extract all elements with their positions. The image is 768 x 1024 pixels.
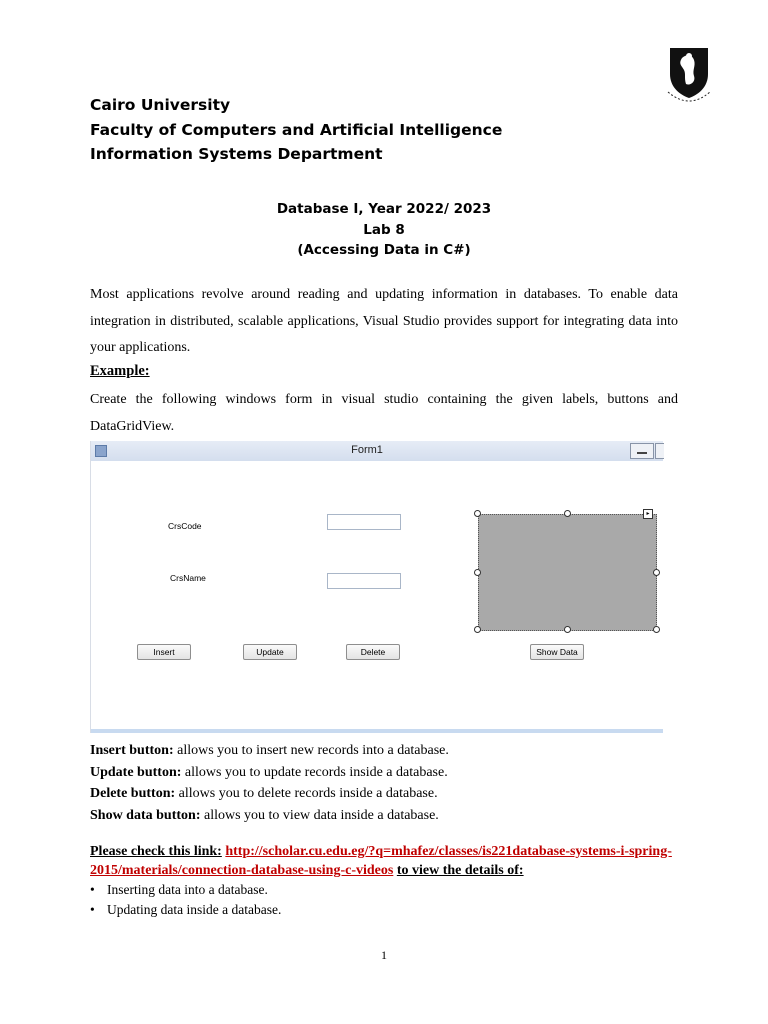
lab-title	[0, 199, 768, 261]
desc-show-data	[90, 805, 449, 827]
delete-button[interactable]: Delete	[346, 644, 400, 660]
crscode-input[interactable]	[327, 514, 401, 530]
desc-term: Insert button:	[90, 743, 174, 758]
crsname-label: CrsName	[170, 573, 206, 583]
university-logo	[664, 44, 714, 106]
list-item: • Inserting data into a database.	[90, 880, 281, 900]
resize-handle[interactable]	[564, 626, 571, 633]
smart-tag-icon[interactable]: ▸	[643, 509, 653, 519]
example-heading: Example:	[90, 363, 150, 379]
minimize-icon[interactable]	[630, 443, 654, 459]
maximize-icon[interactable]	[655, 443, 664, 459]
button-descriptions	[90, 740, 449, 826]
desc-text: allows you to update records inside a database.	[181, 764, 448, 780]
desc-text: allows you to view data inside a database.	[200, 807, 439, 823]
institution-header	[90, 93, 502, 167]
university-name: Cairo University	[90, 96, 231, 114]
page-number: 1	[381, 948, 387, 962]
check-link-paragraph	[90, 842, 680, 880]
desc-term: Update button:	[90, 764, 182, 780]
lab-topic: (Accessing Data in C#)	[297, 242, 471, 258]
form1-window-screenshot	[90, 441, 663, 733]
department-name: Information Systems Department	[90, 145, 383, 163]
form-title-bar	[91, 441, 663, 461]
reference-link[interactable]: http://scholar.cu.edu.eg/?q=mhafez/classes/is221database-systems-i-spring-2015/materials/connection-database-using-c-videos	[90, 844, 672, 878]
form-bottom-border	[91, 729, 663, 733]
example-paragraph: Create the following windows form in visual studio containing the given labels, buttons and DataGridView.	[90, 392, 678, 434]
form-title: Form1	[351, 444, 383, 456]
faculty-name: Faculty of Computers and Artificial Intelligence	[90, 120, 503, 139]
desc-term: Show data button:	[90, 807, 201, 823]
course-year: Database I, Year 2022/ 2023	[276, 201, 492, 217]
resize-handle[interactable]	[653, 569, 660, 576]
details-list	[90, 880, 281, 920]
crscode-label: CrsCode	[168, 521, 202, 531]
desc-term: Delete button:	[90, 786, 176, 801]
data-grid-view[interactable]	[478, 514, 657, 631]
insert-button[interactable]: Insert	[137, 644, 191, 660]
check-lead: Please check this link:	[90, 844, 222, 859]
desc-text: allows you to delete records inside a database.	[175, 786, 438, 801]
crsname-input[interactable]	[327, 573, 401, 589]
lab-number: Lab 8	[363, 221, 405, 238]
update-button[interactable]: Update	[243, 644, 297, 660]
list-item: • Updating data inside a database.	[90, 900, 281, 920]
intro-paragraph: Most applications revolve around reading and updating information in databases. To enable data integration in distributed, scalable applications, Visual Studio provides support for integrating data into your applications.	[90, 287, 678, 355]
desc-delete	[90, 783, 449, 805]
check-tail: to view the details of:	[396, 863, 524, 878]
desc-insert	[90, 740, 449, 762]
resize-handle[interactable]	[564, 510, 571, 517]
resize-handle[interactable]	[474, 569, 481, 576]
desc-update	[90, 762, 449, 784]
resize-handle[interactable]	[653, 626, 660, 633]
resize-handle[interactable]	[474, 510, 481, 517]
resize-handle[interactable]	[474, 626, 481, 633]
desc-text: allows you to insert new records into a database.	[173, 743, 449, 758]
show-data-button[interactable]: Show Data	[530, 644, 584, 660]
